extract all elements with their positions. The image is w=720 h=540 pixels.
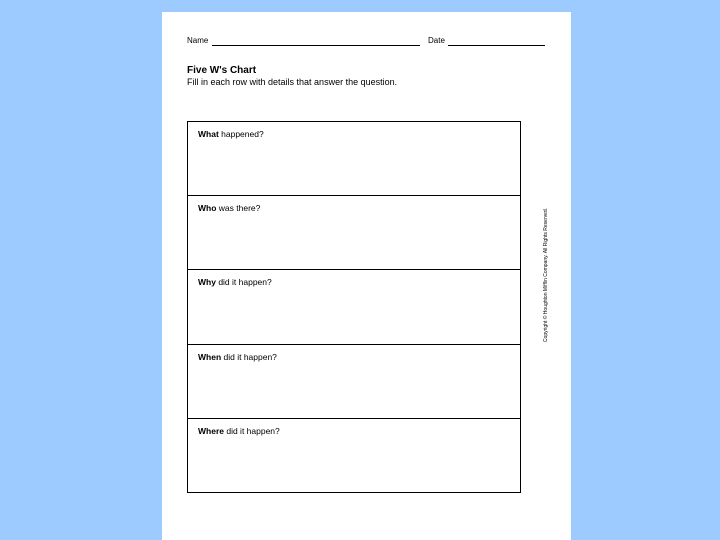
- chart-row-why: [188, 270, 520, 344]
- name-label: Name: [187, 36, 209, 45]
- chart-row-who: [188, 196, 520, 270]
- five-ws-chart: [187, 121, 521, 493]
- worksheet-instructions: Fill in each row with details that answer the question.: [187, 77, 398, 87]
- row-keyword: Where: [198, 425, 224, 436]
- chart-row-what: [188, 122, 520, 196]
- header-fields: [187, 36, 546, 50]
- row-question: did it happen?: [223, 425, 280, 436]
- row-keyword: Who: [198, 203, 217, 214]
- row-keyword: Why: [198, 277, 216, 288]
- copyright-notice: Copyright © Houghton Mifflin Company. All Rights Reserved.: [543, 207, 549, 343]
- row-label-where: [198, 426, 280, 436]
- row-question: did it happen?: [221, 351, 277, 362]
- date-blank-line: [448, 45, 545, 46]
- row-label-who: [198, 203, 260, 213]
- row-question: was there?: [216, 203, 261, 214]
- date-label: Date: [428, 36, 445, 45]
- row-keyword: What: [198, 129, 219, 139]
- worksheet-title: Five W's Chart: [187, 65, 257, 76]
- name-blank-line: [212, 45, 420, 46]
- row-label-when: [198, 352, 277, 362]
- chart-row-where: [188, 419, 520, 492]
- row-question: happened?: [218, 129, 264, 139]
- chart-row-when: [188, 345, 520, 419]
- worksheet-page: [162, 12, 571, 540]
- row-question: did it happen?: [215, 277, 272, 288]
- row-keyword: When: [198, 351, 222, 362]
- row-label-why: [198, 277, 272, 287]
- row-label-what: [198, 129, 264, 139]
